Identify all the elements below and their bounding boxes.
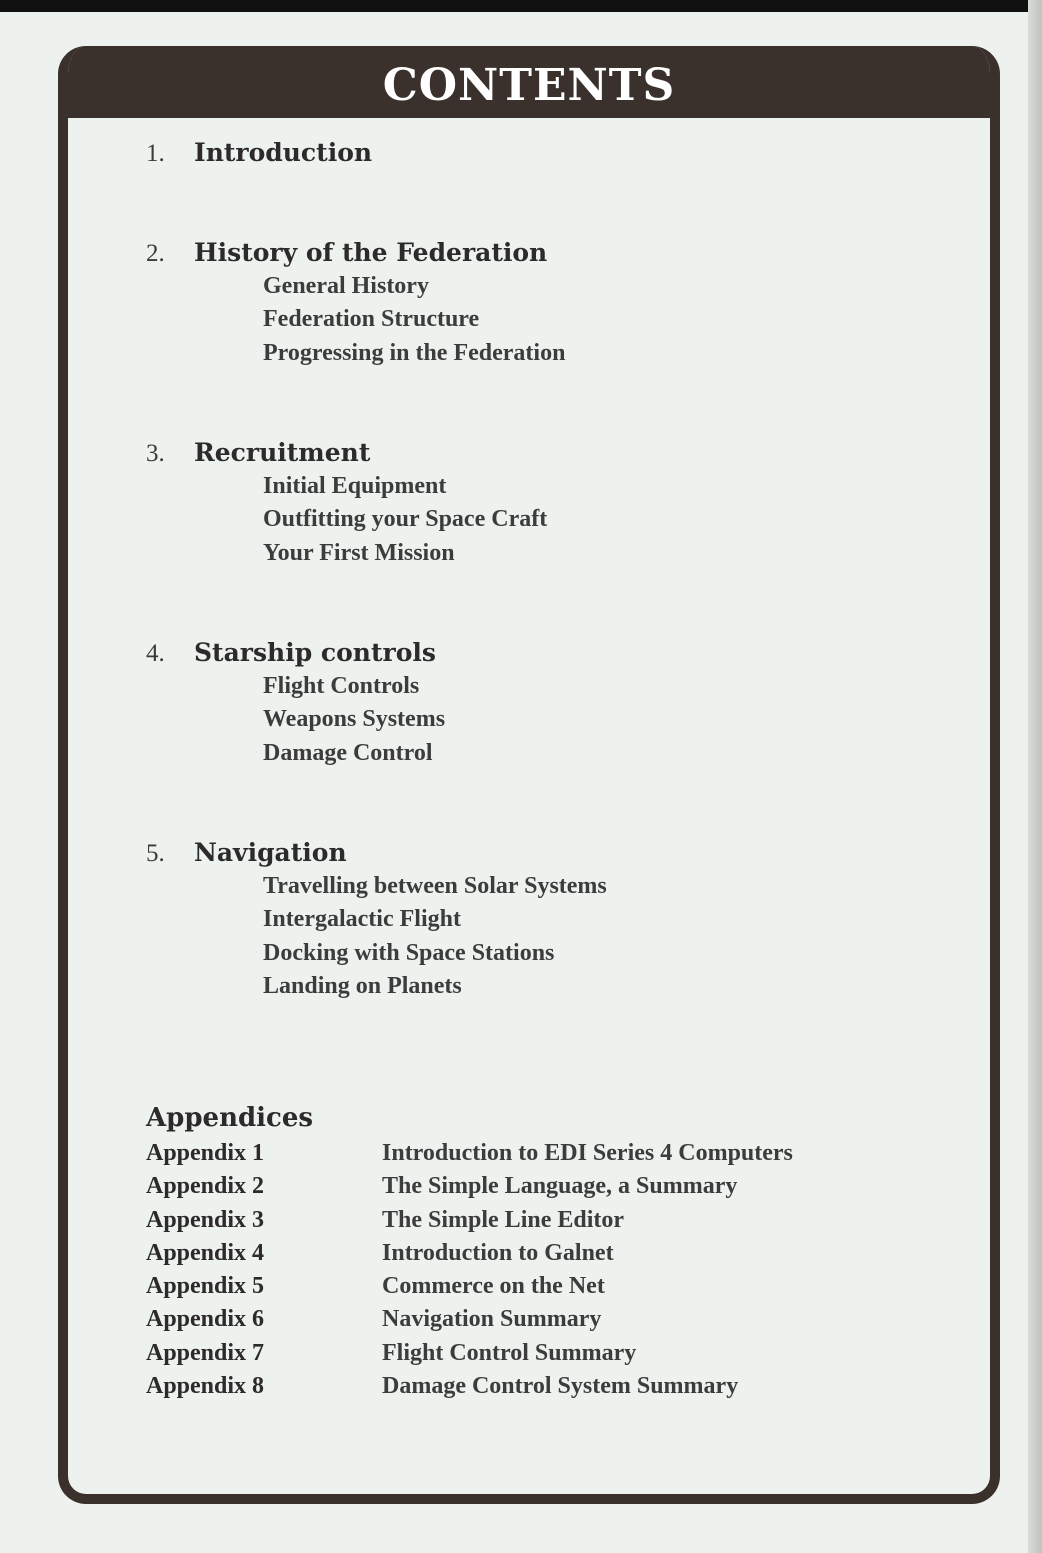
toc-subitem: Docking with Space Stations [263,939,555,966]
toc-subitem: Weapons Systems [263,706,446,733]
section-title: History of the Federation [194,238,548,267]
section-number: 2. [146,240,165,267]
section-history [146,236,946,370]
toc-subitem: Federation Structure [263,306,480,333]
toc-subitem: Intergalactic Flight [263,906,461,933]
section-number: 4. [146,640,165,667]
appendices-section [146,1100,976,1402]
appendix-description: Damage Control System Summary [382,1373,739,1400]
toc-subitem: Your First Mission [263,539,455,566]
appendix-label: Appendix 6 [146,1306,265,1333]
section-number: 5. [146,840,165,867]
toc-subitem: Initial Equipment [263,473,447,499]
section-introduction [146,136,946,170]
page-title: CONTENTS [382,59,676,111]
toc-subitem: Progressing in the Federation [263,339,566,366]
section-heading [146,836,946,870]
appendix-row [146,1203,976,1236]
appendix-description: Flight Control Summary [382,1339,637,1366]
section-number: 1. [146,140,165,167]
scan-top-edge [0,0,1042,12]
appendix-row [146,1169,976,1202]
section-title: Starship controls [194,638,436,667]
scan-right-edge [1028,0,1042,1553]
appendix-description: Commerce on the Net [382,1273,605,1300]
toc-subitem: Landing on Planets [263,972,462,999]
contents-header [68,46,990,118]
toc-subitem: General History [263,273,429,299]
section-heading [146,636,946,670]
appendix-label: Appendix 1 [146,1140,265,1166]
section-heading [146,236,946,270]
section-number: 3. [146,440,165,467]
section-heading [146,136,946,170]
toc-subitem: Damage Control [263,739,433,766]
section-title: Introduction [194,138,373,167]
appendix-label: Appendix 8 [146,1373,265,1400]
section-starship-controls [146,636,946,770]
appendix-label: Appendix 5 [146,1273,265,1300]
appendix-row [146,1269,976,1302]
appendices-title: Appendices [146,1103,314,1133]
appendix-label: Appendix 7 [146,1339,265,1366]
toc-subitem: Outfitting your Space Craft [263,506,548,533]
appendix-description: The Simple Language, a Summary [382,1173,738,1200]
appendix-label: Appendix 4 [146,1239,265,1266]
appendix-description: Navigation Summary [382,1306,602,1333]
toc-subitem: Travelling between Solar Systems [263,873,607,899]
appendix-description: The Simple Line Editor [382,1206,625,1233]
appendix-row [146,1236,976,1269]
section-title: Recruitment [194,438,371,467]
appendix-row [146,1369,976,1402]
contents-frame [58,46,1000,1504]
section-navigation [146,836,946,1003]
appendix-label: Appendix 3 [146,1206,265,1233]
appendix-row [146,1136,976,1169]
section-title: Navigation [194,838,347,867]
appendix-description: Introduction to EDI Series 4 Computers [382,1140,793,1166]
toc-subitem: Flight Controls [263,673,420,699]
section-heading [146,436,946,470]
section-recruitment [146,436,946,570]
appendix-label: Appendix 2 [146,1173,265,1200]
appendix-description: Introduction to Galnet [382,1239,614,1266]
appendix-row [146,1336,976,1369]
appendix-row [146,1302,976,1335]
